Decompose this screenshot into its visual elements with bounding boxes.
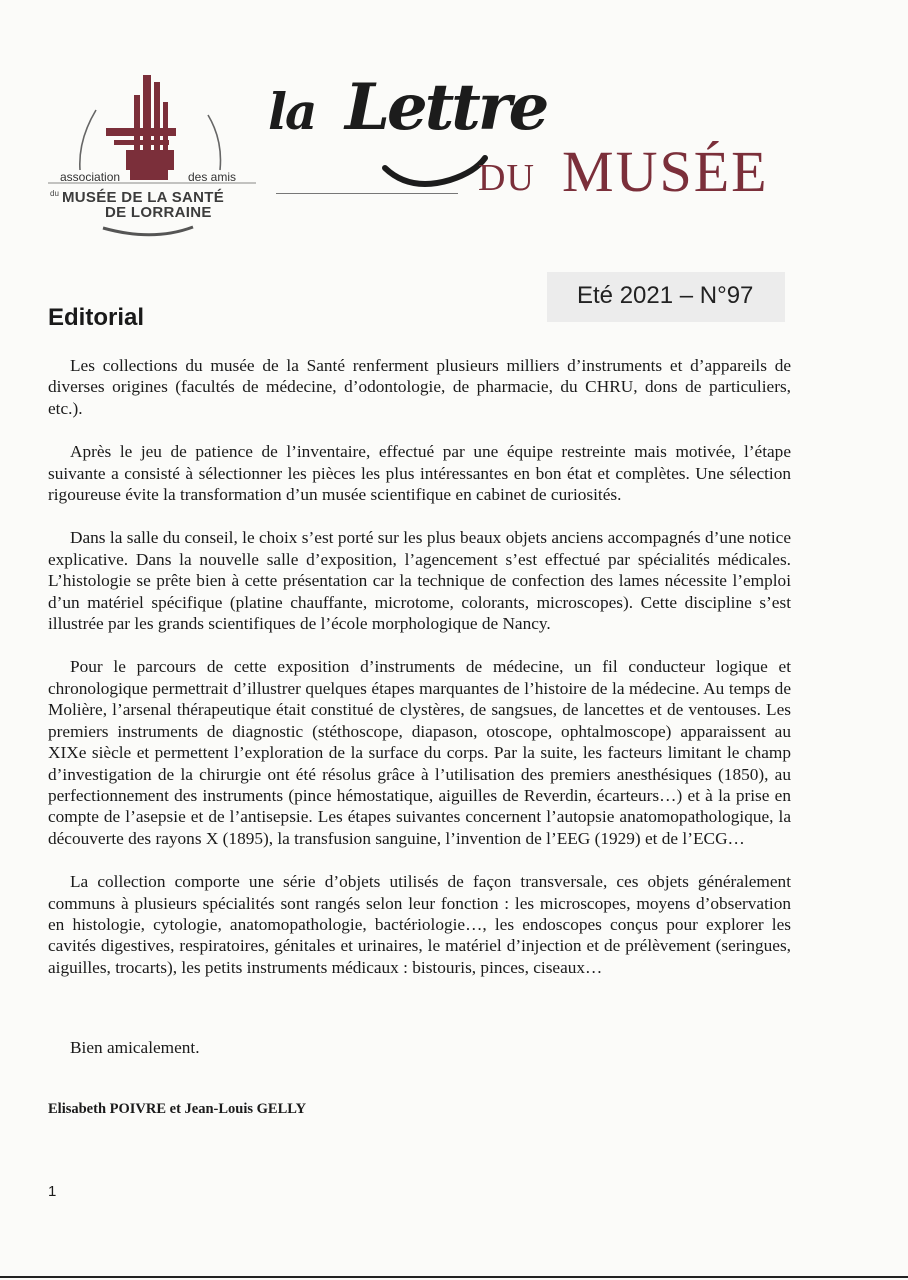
masthead-swash-icon: [380, 150, 490, 195]
issue-label: Eté 2021 – N°97: [577, 282, 754, 309]
issue-badge: [547, 272, 785, 322]
logo-du-text: du: [50, 189, 59, 198]
paragraph: Pour le parcours de cette exposition d’instruments de médecine, un fil conducteur logique et chronologique permettrait d’illustrer quelques étapes marquantes de l’histoire de la médecine. Au temps de Molière, l’arsenal thérapeutique était constitué de clystères, de sangsues, de lancettes et de ventouses. Les premiers instruments de diagnostic (stéthoscope, diapason, otoscope, ophtalmoscope) apparaissent au XIXe siècle et permettent l’exploration de la surface du corps. Par la suite, les facteurs limitant le champ d’investigation de la chirurgie ont été résolus grâce à l’utilisation des premiers anesthésiques (1850), au perfectionnement des instruments (pince hémostatique, aiguilles de Reverdin, écarteurs…) et à la prise en compte de l’asepsie et de l’antisepsie. Les étapes suivantes concernent l’autopsie anatomopathologique, la découverte des rayons X (1895), la transfusion sanguine, l’invention de l’EEG (1929) et de l’ECG…: [48, 657, 791, 848]
paragraph: La collection comporte une série d’objets utilisés de façon transversale, ces objets généralement communs à plusieurs spécialités sont rangés selon leur fonction : les microscopes, moyens d’observation en histologie, cytologie, anatomopathologie, bactériologie…, les endoscopes conçus pour explorer les cavités digestives, respiratoires, génitales et urinaires, le matériel d’injection et de prélèvement (seringues, aiguilles, trocarts), les petits instruments médicaux : bistouris, pinces, ciseaux…: [48, 872, 791, 977]
paragraph: Les collections du musée de la Santé renferment plusieurs milliers d’instruments et d’appareils de diverses origines (facultés de médecine, d’odontologie, de pharmacie, du CHRU, dons de particuliers, etc.).: [48, 356, 791, 418]
page-number: 1: [48, 1183, 57, 1200]
signature: Elisabeth POIVRE et Jean-Louis GELLY: [48, 1101, 307, 1117]
association-logo: [48, 70, 263, 245]
masthead-la: la: [268, 82, 316, 141]
greeting: Bien amicalement.: [70, 1038, 200, 1057]
page-title: Editorial: [48, 304, 145, 331]
logo-association-text: association: [60, 170, 121, 184]
paragraph: Après le jeu de patience de l’inventaire, effectué par une équipe restreinte mais motivée, l’étape suivante a consisté à sélectionner les pièces les plus intéressantes en bon état et complètes. Une sélection rigoureuse évite la transformation d’un musée scientifique en cabinet de curiosités.: [48, 442, 791, 505]
masthead-du: DU: [478, 157, 535, 199]
paragraph: Dans la salle du conseil, le choix s’est porté sur les plus beaux objets anciens accompagnés d’une notice explicative. Dans la nouvelle salle d’exposition, l’agencement s’est effectué par spécialités médicales. L’histologie se prête bien à cette présentation car la technique de confection des lames nécessite l’emploi d’un matériel spécifique (platine chauffante, microtome, colorants, microscopes). Cette discipline s’est illustrée par les grands scientifiques de l’école morphologique de Nancy.: [48, 528, 791, 634]
logo-name-line2: DE LORRAINE: [105, 204, 212, 221]
masthead-lettre: Lettre: [345, 70, 547, 145]
masthead-rule: [276, 193, 458, 194]
masthead-musee: MUSÉE: [562, 139, 769, 204]
editorial-body: [48, 355, 791, 1000]
logo-name-line1: MUSÉE DE LA SANTÉ: [62, 189, 225, 206]
bottom-border: [0, 1276, 908, 1278]
logo-des-amis-text: des amis: [188, 170, 237, 184]
